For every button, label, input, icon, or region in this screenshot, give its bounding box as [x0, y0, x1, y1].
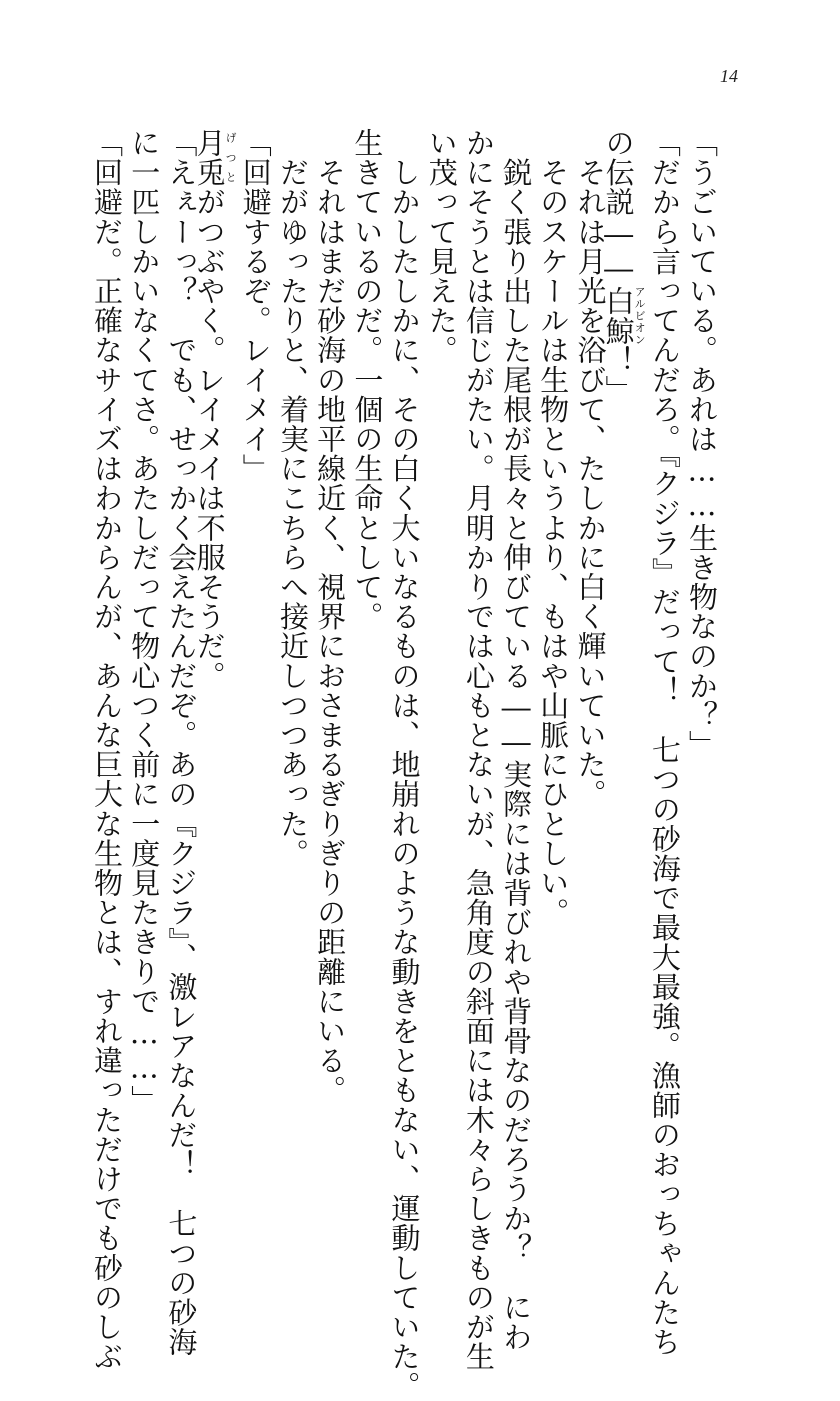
- text-line: [423, 128, 460, 1088]
- ruby-word: [192, 128, 238, 188]
- page-number: 14: [720, 66, 738, 86]
- text-segment: ！」: [601, 345, 636, 405]
- text-segment: 「えぇーっ？ でも、せっかく会えたんだぞ。あの『クジラ』、激レアなんだ！ 七つの砂海: [164, 128, 199, 1357]
- text-segment: それは月光を浴びて、たしかに白く輝いていた。: [573, 128, 608, 809]
- text-segment: 「だから言ってんだろ。『クジラ』だって！ 七つの砂海で最大最強。漁師のおっちゃんたち: [647, 128, 682, 1357]
- text-segment: 「うごいている。あれは……生き物なのか？」: [685, 128, 719, 760]
- text-segment: しかしたしかに、その白く大いなるものは、地崩れのような動きをともない、運動していた。: [387, 128, 422, 1401]
- ruby-reading: げつと: [224, 128, 238, 188]
- ruby-word: [601, 285, 647, 346]
- ruby-reading: アルビオン: [633, 285, 647, 346]
- ruby-base: 月兎: [192, 128, 227, 188]
- text-line: [274, 128, 311, 1088]
- text-line: [497, 128, 534, 1352]
- text-line: [237, 128, 274, 1088]
- text-line: [601, 128, 647, 1088]
- text-line: [460, 128, 497, 1372]
- text-line: [534, 128, 571, 1088]
- vertical-text-body: [90, 128, 720, 1401]
- ruby-base: 白鯨: [601, 285, 636, 346]
- text-segment: そのスケールは生物というより、もはや山脈にひとしい。: [536, 128, 571, 928]
- text-line: [125, 128, 162, 1115]
- text-line: [348, 128, 385, 1088]
- text-segment: だがゆったりと、着実にこちらへ接近しつつあった。: [275, 128, 310, 868]
- text-segment: かにそうとは信じがたい。月明かりでは心もとないが、急角度の斜面には木々らしきものが生: [461, 128, 496, 1372]
- text-line: [311, 128, 348, 1105]
- text-segment: 鋭く張り出した尾根が長々と伸びている――実際には背びれや背骨なのだろうか？ にわ: [499, 128, 534, 1352]
- text-segment: がつぶやく。レイメイは不服そうだ。: [192, 187, 227, 691]
- text-segment: い茂って見えた。: [424, 128, 459, 365]
- text-segment: 「回避だ。正確なサイズはわからんが、あんな巨大な生物とは、すれ違っただけでも砂のしぶ: [90, 128, 124, 1372]
- text-segment: 生きているのだ。一個の生命として。: [350, 128, 385, 632]
- text-segment: それはまだ砂海の地平線近く、視界におさまるぎりぎりの距離にいる。: [313, 128, 348, 1105]
- text-line: [88, 128, 125, 1372]
- text-line: [646, 128, 683, 1357]
- text-line: [192, 128, 238, 1088]
- text-segment: の伝説――: [601, 128, 636, 286]
- text-segment: に一匹しかいなくてさ。あたしだって物心つく前に一度見たきりで……」: [127, 128, 162, 1115]
- text-line: [385, 128, 422, 1401]
- text-segment: 「回避するぞ。レイメイ」: [238, 128, 273, 484]
- text-line: [683, 128, 720, 1088]
